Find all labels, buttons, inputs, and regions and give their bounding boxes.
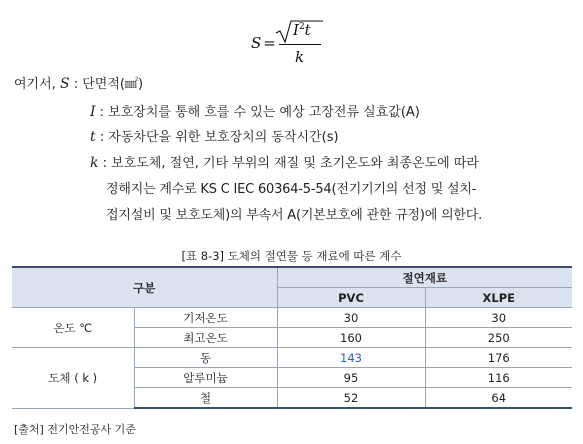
fraction-line (279, 44, 321, 45)
table-caption: [표 8-3] 도체의 절연물 등 재료에 따른 계수 (181, 249, 402, 263)
header-xlpe: XLPE (425, 288, 572, 308)
k-description-line3: 접지설비 및 보호도체)의 부속서 A(기본보호에 관한 규정)에 의한다. (106, 208, 483, 223)
intro-text: 여기서, (14, 77, 56, 92)
cell-pvc: 30 (277, 308, 425, 328)
table-row (12, 308, 572, 328)
var-t: t (90, 129, 96, 145)
formula-lhs: S = (251, 34, 276, 52)
cell-pvc: 52 (277, 388, 425, 409)
cell-xlpe: 30 (425, 308, 572, 328)
header-group: 구분 (12, 267, 277, 308)
group-temperature: 온도 ℃ (12, 308, 134, 348)
s-description: : 단면적(㎟) (73, 77, 144, 92)
cell-xlpe: 176 (425, 348, 572, 368)
header-pvc: PVC (277, 288, 425, 308)
k-description-line2: 정해지는 계수로 KS C IEC 60364-5-54(전기기기의 선정 및 설치- (106, 182, 477, 197)
i-description: : 보호장치를 통해 흐를 수 있는 예상 고장전류 실효값(A) (99, 105, 420, 120)
var-i: I (90, 104, 96, 120)
cell-xlpe: 250 (425, 328, 572, 348)
coefficient-table (12, 266, 572, 409)
cell-xlpe: 116 (425, 368, 572, 388)
formula (251, 18, 341, 70)
formula-denominator: k (295, 48, 305, 66)
definition-t (90, 129, 339, 146)
k-description-line1: : 보호도체, 절연, 기타 부위의 재질 및 초기온도와 최종온도에 따라 (102, 156, 479, 171)
formula-radicand: $I^2t$ (293, 21, 311, 39)
source-note: [출처] 전기안전공사 기준 (14, 423, 136, 436)
cell-xlpe: 64 (425, 388, 572, 409)
table-row (12, 348, 572, 368)
definition-s (14, 76, 143, 93)
cell-pvc: 95 (277, 368, 425, 388)
definition-i (90, 104, 420, 121)
table-header-row (12, 267, 572, 288)
group-conductor: 도체 ( k ) (12, 348, 134, 409)
cell-pvc: 160 (277, 328, 425, 348)
definition-k (90, 155, 479, 172)
var-s: S (59, 76, 70, 92)
header-insulation: 절연재료 (277, 267, 572, 288)
row-label: 철 (134, 388, 277, 409)
row-label: 최고온도 (134, 328, 277, 348)
row-label: 기저온도 (134, 308, 277, 328)
row-label: 동 (134, 348, 277, 368)
row-label: 알루미늄 (134, 368, 277, 388)
cell-pvc-highlight: 143 (277, 348, 425, 368)
var-k: k (90, 155, 99, 171)
t-description: : 자동차단을 위한 보호장치의 동작시간(s) (99, 130, 339, 145)
